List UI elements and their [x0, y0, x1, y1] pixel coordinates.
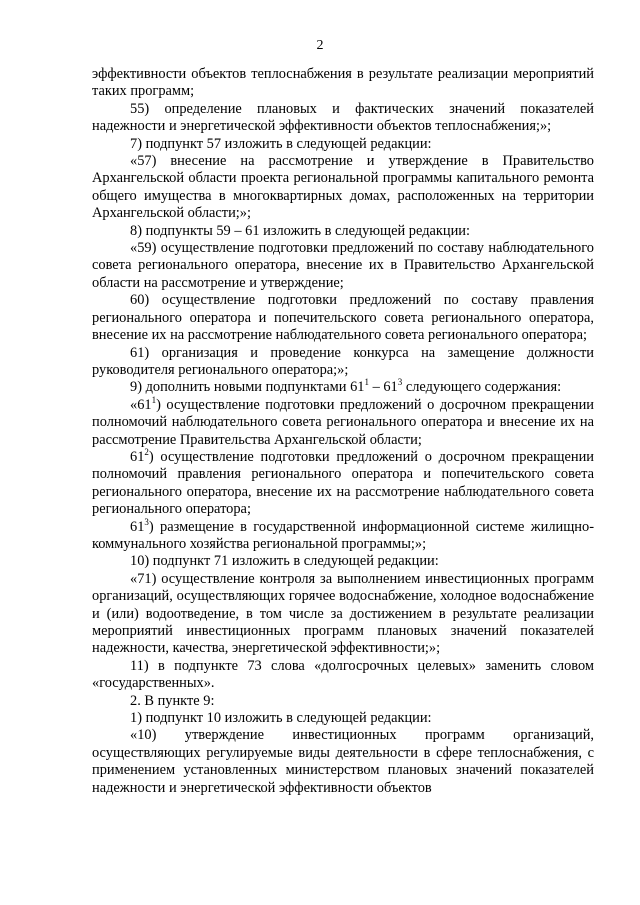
text-fragment: ) размещение в государственной информационной системе жилищно-коммунального хозяйства региональной программы;»;: [92, 518, 594, 552]
text-fragment: ) осуществление подготовки предложений о досрочном прекращении полномочий наблюдательного совета регионального оператора и внесение их на рассмотрение Правительства Архангельской области;: [92, 396, 594, 448]
superscript: 1: [364, 377, 369, 388]
paragraph-item-71: «71) осуществление контроля за выполнением инвестиционных программ организаций, осуществляющих горячее водоснабжение, холодное водоснабжение и (или) водоотведение, в том числе за достижением в результате реализации мероприятий инвестиционных программ плановых значений показателей надежности, качества, энергетической эффективности;»;: [92, 570, 594, 657]
paragraph-item-55: 55) определение плановых и фактических значений показателей надежности и энергетической эффективности объектов теплоснабжения;»;: [92, 100, 594, 135]
paragraph-item-9: [92, 379, 594, 396]
superscript: 3: [144, 516, 149, 527]
superscript: 1: [151, 394, 157, 405]
text-fragment: 9) дополнить новыми подпунктами 61: [130, 379, 365, 396]
paragraph-item-10: 10) подпункт 71 изложить в следующей редакции:: [130, 553, 439, 570]
text-fragment: следующего содержания:: [402, 379, 562, 396]
text-fragment: ) осуществление подготовки предложений о досрочном прекращении полномочий правления регионального оператора и попечительского совета регионального оператора, внесение их на рассмотрение наблюдательного совета регионального оператора;: [92, 448, 594, 518]
document-body: [92, 66, 594, 797]
text-fragment: – 61: [368, 379, 398, 396]
superscript: 3: [397, 377, 403, 388]
text-fragment: 61: [130, 448, 145, 465]
paragraph-item-61: 61) организация и проведение конкурса на замещение должности руководителя регионального оператора;»;: [92, 344, 594, 378]
paragraph-item-7: 7) подпункт 57 изложить в следующей редакции:: [130, 135, 432, 152]
superscript: 2: [144, 446, 149, 457]
paragraph-item-10-quote: «10) утверждение инвестиционных программ организаций, осуществляющих регулируемые виды деятельности в сфере теплоснабжения, с применением установленных министерством плановых значений показателей надежности и энергетической эффективности объектов: [92, 727, 594, 796]
paragraph-item-57: «57) внесение на рассмотрение и утверждение в Правительство Архангельской области проекта региональной программы капитального ремонта общего имущества в многоквартирных домах, расположенных на территории Архангельской области;»;: [92, 153, 594, 222]
paragraph-item-61-3: [92, 516, 594, 554]
paragraph-section-2: 2. В пункте 9:: [130, 692, 215, 709]
page-number: 2: [316, 38, 324, 53]
paragraph-item-59: «59) осуществление подготовки предложений по составу наблюдательного совета регионального оператора, внесение их в Правительство Архангельской области на рассмотрение и утверждение;: [92, 240, 594, 291]
paragraph-item-61-2: [92, 446, 594, 519]
paragraph-item-8: 8) подпункты 59 – 61 изложить в следующей редакции:: [130, 222, 470, 239]
text-fragment: 61: [130, 518, 145, 535]
paragraph-item-61-1: [92, 394, 594, 449]
text-fragment: «61: [130, 396, 152, 413]
paragraph-item-11: 11) в подпункте 73 слова «долгосрочных целевых» заменить словом «государственных».: [92, 657, 594, 692]
paragraph-subitem-1: 1) подпункт 10 изложить в следующей редакции:: [130, 710, 432, 727]
paragraph-continuation: эффективности объектов теплоснабжения в результате реализации мероприятий таких программ;: [92, 66, 594, 100]
paragraph-item-60: 60) осуществление подготовки предложений по составу правления регионального оператора и попечительского совета регионального оператора, внесение их на рассмотрение наблюдательного совета регионального оператора;: [92, 292, 594, 344]
